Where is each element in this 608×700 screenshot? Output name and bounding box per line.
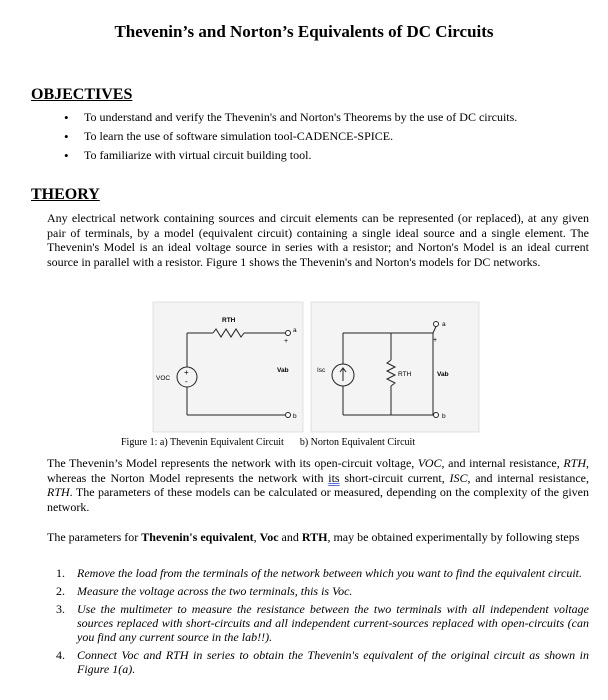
list-item [56,566,589,580]
voc-symbol: Voc [259,530,279,544]
rth-symbol: RTH [563,456,586,470]
list-item: • To learn the use of software simulation tool-CADENCE-SPICE. [60,127,517,146]
steps-list [56,566,589,680]
vab-label: Vab [437,371,449,378]
caption-a: Figure 1: a) Thevenin Equivalent Circuit [121,437,284,448]
theory-heading: THEORY [31,186,100,203]
step-text: Connect Voc and RTH in series to obtain the Thevenin's equivalent of the original circuit as shown in Figure 1(a). [77,648,589,676]
voc-symbol: VOC [417,456,442,470]
text-run: and [278,530,302,544]
list-item [56,648,589,676]
params-paragraph [47,530,589,545]
voc-plus-sign: + [184,368,189,377]
circuit-diagram [151,300,481,434]
step-number: 3. [56,602,65,616]
terminal-a-label: a [442,321,446,328]
step-text: Remove the load from the terminals of the network between which you want to find the equivalent circuit. [77,566,583,580]
objectives-list [60,108,517,165]
rth-label: RTH [222,317,236,324]
text-run: , [253,530,260,544]
text-run: , and internal resistance, [467,470,589,485]
objectives-heading: OBJECTIVES [31,86,133,103]
isc-label: Isc [317,367,326,374]
text-run: short-circuit current, [339,470,450,485]
rth-symbol: RTH [47,485,70,499]
text-run: , whereas the Norton Model represents the network with [47,456,589,485]
step-number: 1. [56,566,65,580]
voc-minus-sign: - [185,377,188,386]
list-item [56,584,589,598]
step-number: 4. [56,648,65,662]
terminal-b-label: b [293,413,297,420]
list-item: • To understand and verify the Thevenin's and Norton's Theorems by the use of DC circuits. [60,108,517,127]
theory-intro-paragraph: Any electrical network containing sources and circuit elements can be represented (or replaced), at any given pair of terminals, by a model (equivalent circuit) containing a single ideal source and a single element. The Thevenin's Model is an ideal voltage source in series with a resistor; and Norton's Model is an ideal current source in parallel with a resistor. Figure 1 shows the Thevenin's and Norton's models for DC networks. [47,211,589,269]
terminal-b-icon [434,413,439,418]
isc-symbol: ISC [449,470,468,485]
text-run: , may be obtained experimentally by following steps [327,530,580,544]
terminal-a-plus: + [433,337,438,344]
terminal-a-icon [434,322,439,327]
terminal-a-icon [286,331,291,336]
bold-term: Thevenin's equivalent [141,530,254,544]
rth-label: RTH [398,371,412,378]
text-run: . The parameters of these models can be calculated or measured, depending on the complexity of the given network. [47,485,589,514]
rth-symbol: RTH [301,530,328,544]
terminal-b-label: b [442,413,446,420]
caption-b: b) Norton Equivalent Circuit [299,437,416,448]
figure-caption [121,437,415,448]
terminal-b-icon [286,413,291,418]
step-number: 2. [56,584,65,598]
text-run: The parameters for [47,530,142,544]
terminal-a-plus: + [284,338,289,345]
its-word: its [328,470,340,485]
page-title: Thevenin’s and Norton’s Equivalents of DC Circuits [114,22,494,41]
text-run: The Thevenin’s Model represents the network with its open-circuit voltage, [47,456,418,470]
terminal-a-label: a [293,327,297,334]
step-text: Use the multimeter to measure the resistance between the two terminals with all independent voltage sources replaced with short-circuits and all independent current-sources replaced with open-circuits (can you find any current source in the lab!!). [77,602,589,644]
vab-label: Vab [277,367,289,374]
voc-label: VOC [156,375,171,382]
text-run: , and internal resistance, [441,456,564,470]
list-item [56,602,589,644]
models-paragraph [47,456,589,514]
step-text: Measure the voltage across the two terminals, this is Voc. [77,584,353,598]
list-item: • To familiarize with virtual circuit building tool. [60,146,517,165]
circuit-figure [151,300,481,434]
